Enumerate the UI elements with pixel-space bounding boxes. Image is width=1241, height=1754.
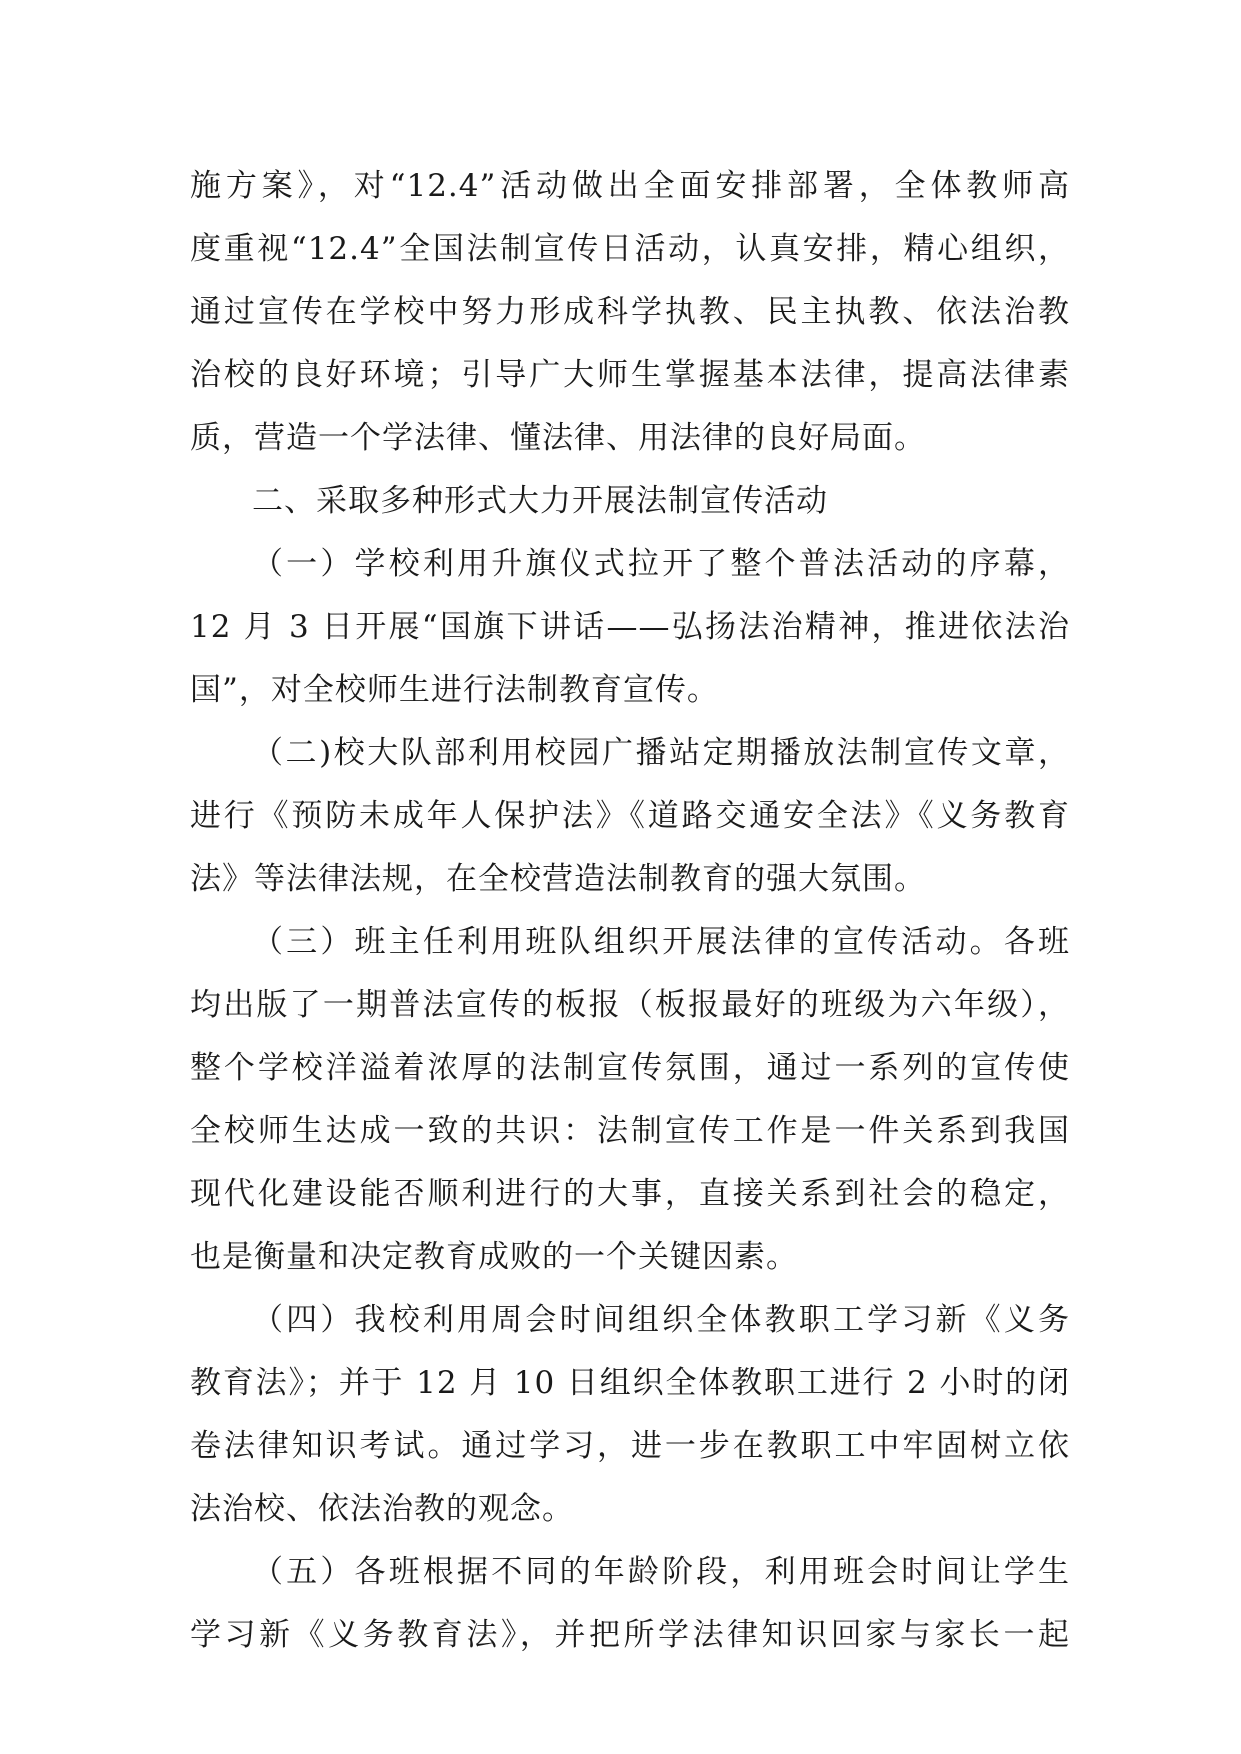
section-heading: 二、采取多种形式大力开展法制宣传活动	[252, 483, 828, 519]
body-line: 学习新《义务教育法》，并把所学法律知识回家与家长一起	[190, 1617, 1070, 1653]
paragraph-first-line: （三）班主任利用班队组织开展法律的宣传活动。各班	[252, 924, 1070, 960]
body-line: 国”，对全校师生进行法制教育宣传。	[190, 672, 719, 708]
paragraph-first-line: （五）各班根据不同的年龄阶段，利用班会时间让学生	[252, 1554, 1070, 1590]
body-line: 均出版了一期普法宣传的板报（板报最好的班级为六年级），	[190, 987, 1070, 1023]
body-line: 法治校、依法治教的观念。	[190, 1491, 574, 1527]
paragraph-first-line: （一）学校利用升旗仪式拉开了整个普法活动的序幕，	[252, 546, 1070, 582]
body-line: 进行《预防未成年人保护法》《道路交通安全法》《义务教育	[190, 798, 1070, 834]
paragraph-first-line: （二)校大队部利用校园广播站定期播放法制宣传文章，	[252, 735, 1070, 771]
body-line: 教育法》；并于 12 月 10 日组织全体教职工进行 2 小时的闭	[190, 1365, 1070, 1401]
body-line: 度重视“12.4”全国法制宣传日活动，认真安排，精心组织，	[190, 231, 1070, 267]
body-line: 现代化建设能否顺利进行的大事，直接关系到社会的稳定，	[190, 1176, 1070, 1212]
document-body	[190, 155, 1070, 1667]
body-line: 施方案》，对“12.4”活动做出全面安排部署，全体教师高	[190, 168, 1070, 204]
body-line: 法》等法律法规，在全校营造法制教育的强大氛围。	[190, 861, 926, 897]
body-line: 通过宣传在学校中努力形成科学执教、民主执教、依法治教	[190, 294, 1070, 330]
body-line: 也是衡量和决定教育成败的一个关键因素。	[190, 1239, 798, 1275]
body-line: 治校的良好环境；引导广大师生掌握基本法律，提高法律素	[190, 357, 1070, 393]
body-line: 12 月 3 日开展“国旗下讲话——弘扬法治精神，推进依法治	[190, 609, 1070, 645]
body-line: 全校师生达成一致的共识：法制宣传工作是一件关系到我国	[190, 1113, 1070, 1149]
body-line: 整个学校洋溢着浓厚的法制宣传氛围，通过一系列的宣传使	[190, 1050, 1070, 1086]
body-line: 质，营造一个学法律、懂法律、用法律的良好局面。	[190, 420, 926, 456]
body-line: 卷法律知识考试。通过学习，进一步在教职工中牢固树立依	[190, 1428, 1070, 1464]
paragraph-first-line: （四）我校利用周会时间组织全体教职工学习新《义务	[252, 1302, 1070, 1338]
